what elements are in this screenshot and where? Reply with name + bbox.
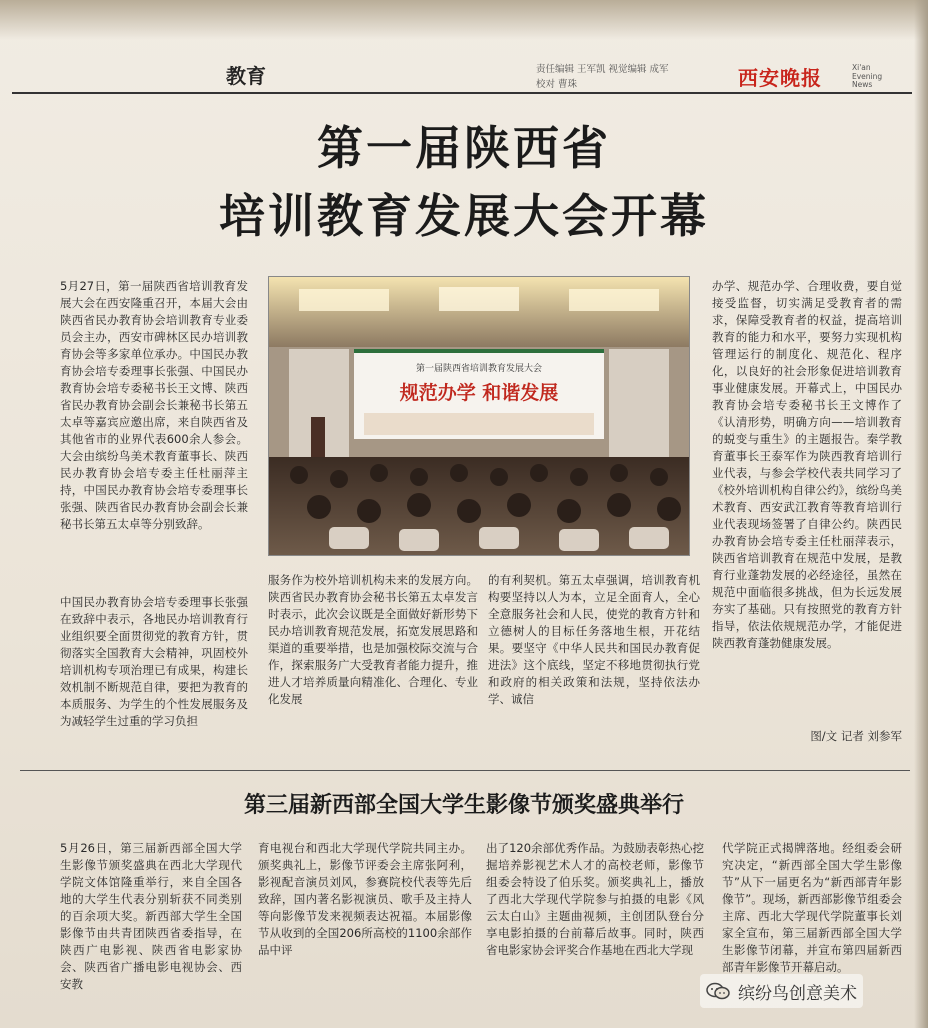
wechat-watermark (700, 974, 863, 1008)
header-rule (12, 92, 912, 94)
article1-title-line2: 培训教育发展大会开幕 (219, 189, 709, 243)
article2-column-4: 代学院正式揭牌落地。经组委会研究决定，“新西部全国大学生影像节”从下一届更名为“新西部青年影像节”。现场，新西部影像节组委会主席、西北大学现代学院董事长刘家全宣布，第三届新西部全国大学生影像节闭幕，并宣布第四届新西部青年影像节开幕启动。 (722, 841, 902, 974)
newspaper-logo: 西安晚报 (738, 66, 822, 90)
editors-line-1: 责任编辑 王军凯 视觉编辑 成军 (536, 64, 669, 75)
article-separator (20, 770, 910, 771)
page-top-shadow (0, 0, 928, 40)
article1-byline: 图/文 记者 刘参军 (810, 729, 902, 743)
article2-column-3: 出了120余部优秀作品。为鼓励表彰热心挖掘培养影视艺术人才的高校老师，影像节组委会特设了伯乐奖。颁奖典礼上，播放了西北大学现代学院参与拍摄的电影《风云太白山》主题曲视频，主创团队登台分享电影拍摄的台前幕后故事。同时，陕西省电影家协会评奖合作基地在西北大学现 (486, 841, 704, 957)
article2-column-2: 育电视台和西北大学现代学院共同主办。颁奖典礼上，影像节评委会主席张阿利，影视配音演员刘风，参赛院校代表等先后致辞，国内著名影视演员、歌手及主持人等向影像节发来视频表达祝福。本届影像节从收到的全国206所高校的1100余部作品中评 (258, 841, 472, 957)
article2-column-1: 5月26日，第三届新西部全国大学生影像节颁奖盛典在西北大学现代学院文体馆隆重举行，来自全国各地的大学生代表分别斩获不同类别的百余项大奖。新西部大学生全国影像节由共青团陕西省委指导，在陕西广电影视、陕西省电影家协会、陕西省广播电影电视协会、西安教 (60, 841, 242, 991)
newspaper-logo-english: Xi'an Evening News (852, 63, 883, 89)
article1-column-1: 5月27日，第一届陕西省培训教育发展大会在西安隆重召开，本届大会由陕西省民办教育协会培训教育专业委员会主办，西安市碑林区民办培训教育协会等多家单位承办。中国民办教育协会培专委理事长张强、中国民办教育协会培专委秘书长王文博、陕西省民办教育协会副会长兼秘书长第五太卓等嘉宾应邀出席，来自陕西省及其他省市的业界代表600余人参会。大会由缤纷鸟美术教育董事长、陕西民办教育协会培专委主任杜丽萍主持，中国民办教育协会培专委理事长张强、陕西省民办教育协会副会长兼秘书长第五太卓等分别致辞。 (60, 279, 248, 531)
watermark-text: 缤纷鸟创意美术 (738, 983, 857, 1004)
editors-credit (536, 62, 669, 92)
article1-column-1b: 中国民办教育协会培专委理事长张强在致辞中表示，各地民办培训教育行业组织要全面贯彻党的教育方针，贯彻落实全国教育大会精神，巩固校外培训机构专项治理已有成果，构建长效机制不断规范自律，要把为教育的本质服务、为学生的个性发展服务及为减轻学生过重的学习负担 (60, 595, 248, 728)
section-label: 教育 (226, 64, 266, 88)
conference-photo-illustration (269, 277, 689, 555)
conference-photo (268, 276, 690, 556)
editors-line-2: 校对 曹珠 (536, 79, 578, 90)
photo-banner-big: 规范办学 和谐发展 (399, 382, 559, 404)
article2-title: 第三届新西部全国大学生影像节颁奖盛典举行 (243, 793, 684, 818)
article1-title-line1: 第一届陕西省 (317, 121, 611, 175)
wechat-icon (706, 982, 730, 1000)
article1-column-2: 服务作为校外培训机构未来的发展方向。陕西省民办教育协会秘书长第五太卓发言时表示，此次会议既是全面做好新形势下民办培训教育规范发展，拓宽发展思路和渠道的重要举措，也是加强校际交流与合作，探索服务广大受教育者能力提升，推进人才培养质量向精准化、合理化、专业化发展 (268, 573, 478, 706)
article1-column-4: 办学、规范办学、合理收费，要自觉接受监督，切实满足受教育者的需求，保障受教育者的权益，提高培训教育的能力和水平，要努力实现机构管理运行的制度化、规范化、程序化，以良好的社会形象促进培训教育事业健康发展。开幕式上，中国民办教育协会培专委秘书长王文博作了《认清形势，明确方向——培训教育的蜕变与重生》的主题报告。秦学教育董事长王泰军作为陕西教育培训行业代表，与参会学校代表共同学习了《校外培训机构自律公约》，缤纷鸟美术教育、西安武江教育等教育培训行业代表现场签署了自律公约。陕西民办教育协会培专委主任杜丽萍表示，陕西省培训教育在规范中发展，是教育行业蓬勃发展的必经途径，虽然在规范中面临很多挑战，但为长远发展夯实了基础。只有按照党的教育方针指导，依法依规规范办学，才能促进陕西教育蓬勃健康发展。 (712, 279, 902, 650)
article1-column-3: 的有利契机。第五太卓强调，培训教育机构要坚持以人为本，立足全面育人，全心全意服务社会和人民，使党的教育方针和立德树人的目标任务落地生根，开花结果。要坚守《中华人民共和国民办教育促进法》这个底线，坚定不移地贯彻执行党和政府的相关政策和法规，坚持依法办学、诚信 (488, 573, 700, 706)
photo-banner-small: 第一届陕西省培训教育发展大会 (415, 364, 543, 374)
